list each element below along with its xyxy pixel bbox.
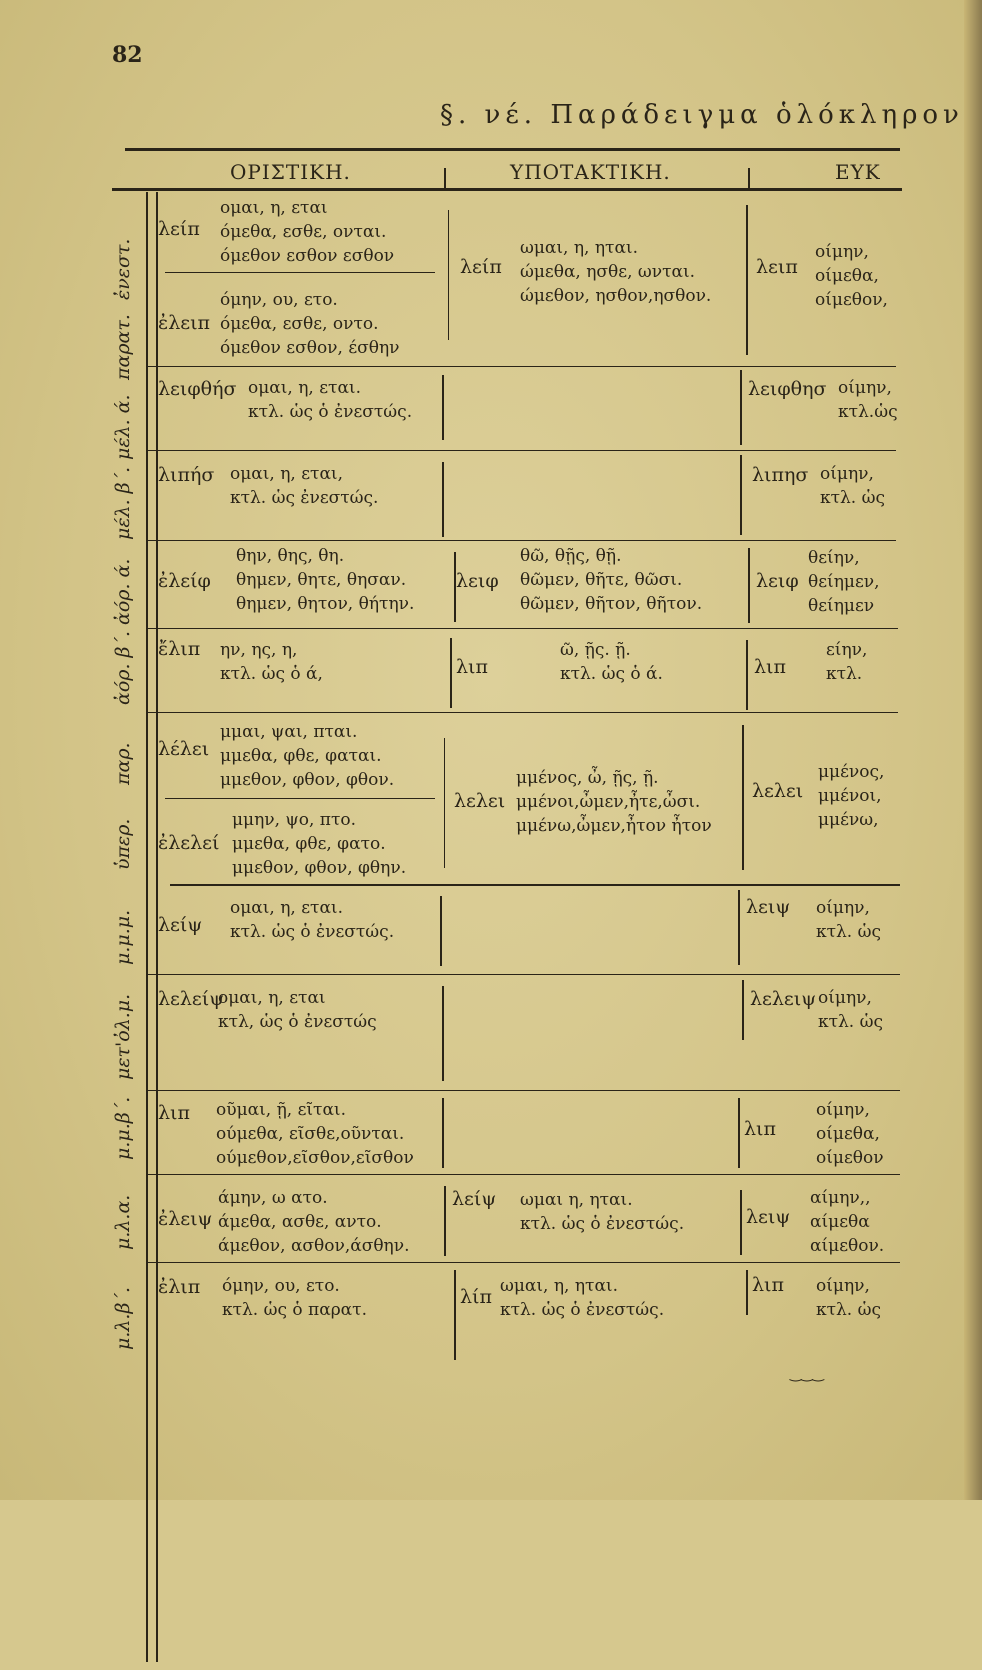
opt-stem: λειψ <box>746 896 791 918</box>
brace-line <box>444 738 445 868</box>
ind-stem: ἔλιπ <box>158 638 201 660</box>
opt-forms: οίμην, οίμεθα, οίμεθον, <box>815 242 888 310</box>
ind-stem: ἐλειψ <box>158 1208 213 1230</box>
ind-stem: ἐλείφ <box>158 570 211 592</box>
ind-forms: όμην, ου, ετο. κτλ. ὡς ὁ παρατ. <box>222 1276 367 1320</box>
ind-forms: ομαι, η, εται. κτλ. ὡς ὁ ἐνεστώς. <box>248 378 413 422</box>
col-line <box>738 890 740 965</box>
opt-stem: λιπησ <box>752 464 809 486</box>
sub-forms: ωμαι, η, ηται. κτλ. ὡς ὁ ἐνεστώς. <box>500 1276 665 1320</box>
tense-label: ἀόρ. β΄. <box>112 630 134 705</box>
opt-stem: λιπ <box>752 1274 784 1296</box>
ind-stem: λιπ <box>158 1102 190 1124</box>
col-divider-3 <box>444 168 446 190</box>
tense-label: ἀόρ. ά. <box>112 558 134 625</box>
opt-forms: θείην, θείημεν, θείημεν <box>808 548 880 616</box>
opt-stem: λειφ <box>756 570 799 592</box>
col-line <box>440 896 442 966</box>
tense-label: μ.μ.μ. <box>112 909 134 965</box>
ind-stem: ἐλειπ <box>158 312 211 334</box>
row-subdivider <box>165 272 435 273</box>
row-rule <box>146 712 898 713</box>
col-line <box>746 640 748 710</box>
sub-stem: λείπ <box>460 256 502 278</box>
sub-forms: μμένος, ὦ, ῇς, ῇ. μμένοι,ὦμεν,ἦτε,ὦσι. μμένω,ὦμεν,ἦτον ἦτον <box>516 768 712 836</box>
opt-stem: λειψ <box>746 1206 791 1228</box>
row-rule <box>146 540 896 541</box>
row-rule <box>146 628 898 629</box>
ind-stem: λέλει <box>158 738 210 760</box>
sub-forms: ῶ, ῇς. ῇ. κτλ. ὡς ὁ ά. <box>560 640 663 684</box>
ind-stem: λειφθήσ <box>158 378 237 400</box>
col-line <box>442 375 444 440</box>
column-optative: ΕΥΚ <box>835 160 881 184</box>
ind-stem: λείψ <box>158 914 203 936</box>
tense-label: ὑπερ. <box>112 818 134 870</box>
opt-stem: λιπ <box>754 656 786 678</box>
ind-forms: άμην, ω ατο. άμεθα, ασθε, αντο. άμεθον, ασθον,άσθην. <box>218 1188 410 1256</box>
sub-stem: λελει <box>454 790 506 812</box>
brace-line <box>448 210 449 340</box>
row-rule <box>146 1090 900 1091</box>
opt-stem: λειπ <box>756 256 798 278</box>
opt-forms: οίμην, κτλ. ὡς <box>820 464 885 508</box>
ind-stem: λελείψ <box>158 988 225 1010</box>
row-rule <box>146 1174 900 1175</box>
top-rule <box>125 148 900 151</box>
col-line <box>742 725 744 870</box>
col-line <box>442 462 444 537</box>
col-line <box>450 638 452 708</box>
opt-forms: οίμην, κτλ. ὡς <box>818 988 883 1032</box>
tense-label: ἐνεστ. <box>112 238 134 300</box>
ind-stem: ἐλελεί <box>158 832 220 854</box>
tense-label: μ.μ.β΄. <box>112 1096 134 1160</box>
ind-forms: ην, ης, η, κτλ. ὡς ὁ ά, <box>220 640 323 684</box>
opt-stem: λελει <box>752 780 804 802</box>
sub-stem: λειφ <box>456 570 499 592</box>
row-rule <box>146 450 896 451</box>
ind-stem: ἐλιπ <box>158 1276 201 1298</box>
opt-forms: οίμην, οίμεθα, οίμεθον <box>816 1100 884 1168</box>
sub-forms: ωμαι η, ηται. κτλ. ὡς ὁ ἐνεστώς. <box>520 1190 685 1234</box>
ind-forms: θην, θης, θη. θημεν, θητε, θησαν. θημεν, θητον, θήτην. <box>236 546 415 614</box>
column-indicative: ΟΡΙΣΤΙΚΗ. <box>230 160 351 184</box>
header-rule <box>112 188 902 191</box>
sub-forms: θῶ, θῇς, θῇ. θῶμεν, θῆτε, θῶσι. θῶμεν, θῆτον, θῆτον. <box>520 546 703 614</box>
opt-stem: λελειψ <box>750 988 817 1010</box>
tense-label: μ.λ.α. <box>112 1194 134 1250</box>
col-line <box>444 1186 446 1256</box>
col-divider-1 <box>146 192 148 1662</box>
tense-label: μέλ. β΄. <box>112 466 134 540</box>
col-line <box>442 1098 444 1168</box>
opt-stem: λειφθησ <box>748 378 827 400</box>
sub-stem: λίπ <box>460 1286 492 1308</box>
col-line <box>740 1190 742 1255</box>
column-subjunctive: ΥΠΟΤΑΚΤΙΚΗ. <box>510 160 671 184</box>
col-line <box>746 1270 748 1315</box>
opt-stem: λιπ <box>744 1118 776 1140</box>
tense-labels <box>110 200 146 1670</box>
page-title: §. νέ. Παράδειγμα ὁλόκληρον <box>440 100 964 130</box>
col-line <box>442 986 444 1081</box>
sub-stem: λείψ <box>452 1188 497 1210</box>
tense-label: παρ. <box>112 742 134 785</box>
tense-label: παρατ. <box>112 314 134 380</box>
opt-forms: αίμην,, αίμεθα αίμεθον. <box>810 1188 885 1256</box>
ind-forms: ομαι, η, εται. κτλ. ὡς ὁ ἐνεστώς. <box>230 898 395 942</box>
ind-stem: λείπ <box>158 218 200 240</box>
col-line <box>454 1270 456 1360</box>
col-line <box>742 980 744 1040</box>
row-rule <box>146 1262 900 1263</box>
page-edge <box>964 0 982 1500</box>
ink-mark: ‿‿‿ <box>790 1366 824 1382</box>
tense-label: μ.λ.β΄. <box>112 1287 134 1350</box>
sub-stem: λιπ <box>456 656 488 678</box>
ind-forms: μμαι, ψαι, πται. μμεθα, φθε, φαται. μμεθον, φθον, φθον. <box>220 722 395 790</box>
sub-forms: ωμαι, η, ηται. ώμεθα, ησθε, ωνται. ώμεθον, ησθον,ησθον. <box>520 238 712 306</box>
col-line <box>740 370 742 445</box>
col-line <box>748 548 750 623</box>
ind-stem: λιπήσ <box>158 464 215 486</box>
tense-label: μέλ. ά. <box>112 394 134 460</box>
row-rule <box>170 884 900 886</box>
row-rule <box>146 366 896 367</box>
col-divider-4 <box>748 168 750 190</box>
opt-forms: οίμην, κτλ. ὡς <box>816 898 881 942</box>
opt-forms: είην, κτλ. <box>826 640 868 684</box>
ind-forms: ομαι, η, εται όμεθα, εσθε, ονται. όμεθον εσθον εσθον <box>220 198 395 266</box>
col-line <box>740 455 742 535</box>
opt-forms: οίμην, κτλ. ὡς <box>816 1276 881 1320</box>
opt-forms: μμένος, μμένοι, μμένω, <box>818 762 885 830</box>
page-number: 82 <box>112 42 143 68</box>
row-subdivider <box>165 798 435 799</box>
ind-forms: όμην, ου, ετο. όμεθα, εσθε, οντο. όμεθον εσθον, έσθην <box>220 290 400 358</box>
ind-forms: ομαι, η, εται, κτλ. ὡς ἐνεστώς. <box>230 464 379 508</box>
ind-forms: οῦμαι, ῇ, εῖται. ούμεθα, εῖσθε,οῦνται. ούμεθον,εῖσθον,εῖσθον <box>216 1100 414 1168</box>
row-rule <box>146 974 900 975</box>
tense-label: μετ'ὀλ.μ. <box>112 993 134 1080</box>
col-line <box>746 205 748 355</box>
ind-forms: μμην, ψο, πτο. μμεθα, φθε, φατο. μμεθον, φθον, φθην. <box>232 810 407 878</box>
opt-forms: οίμην, κτλ.ὡς <box>838 378 898 422</box>
col-line <box>738 1098 740 1168</box>
ind-forms: ομαι, η, εται κτλ, ὡς ὁ ἐνεστώς <box>218 988 377 1032</box>
